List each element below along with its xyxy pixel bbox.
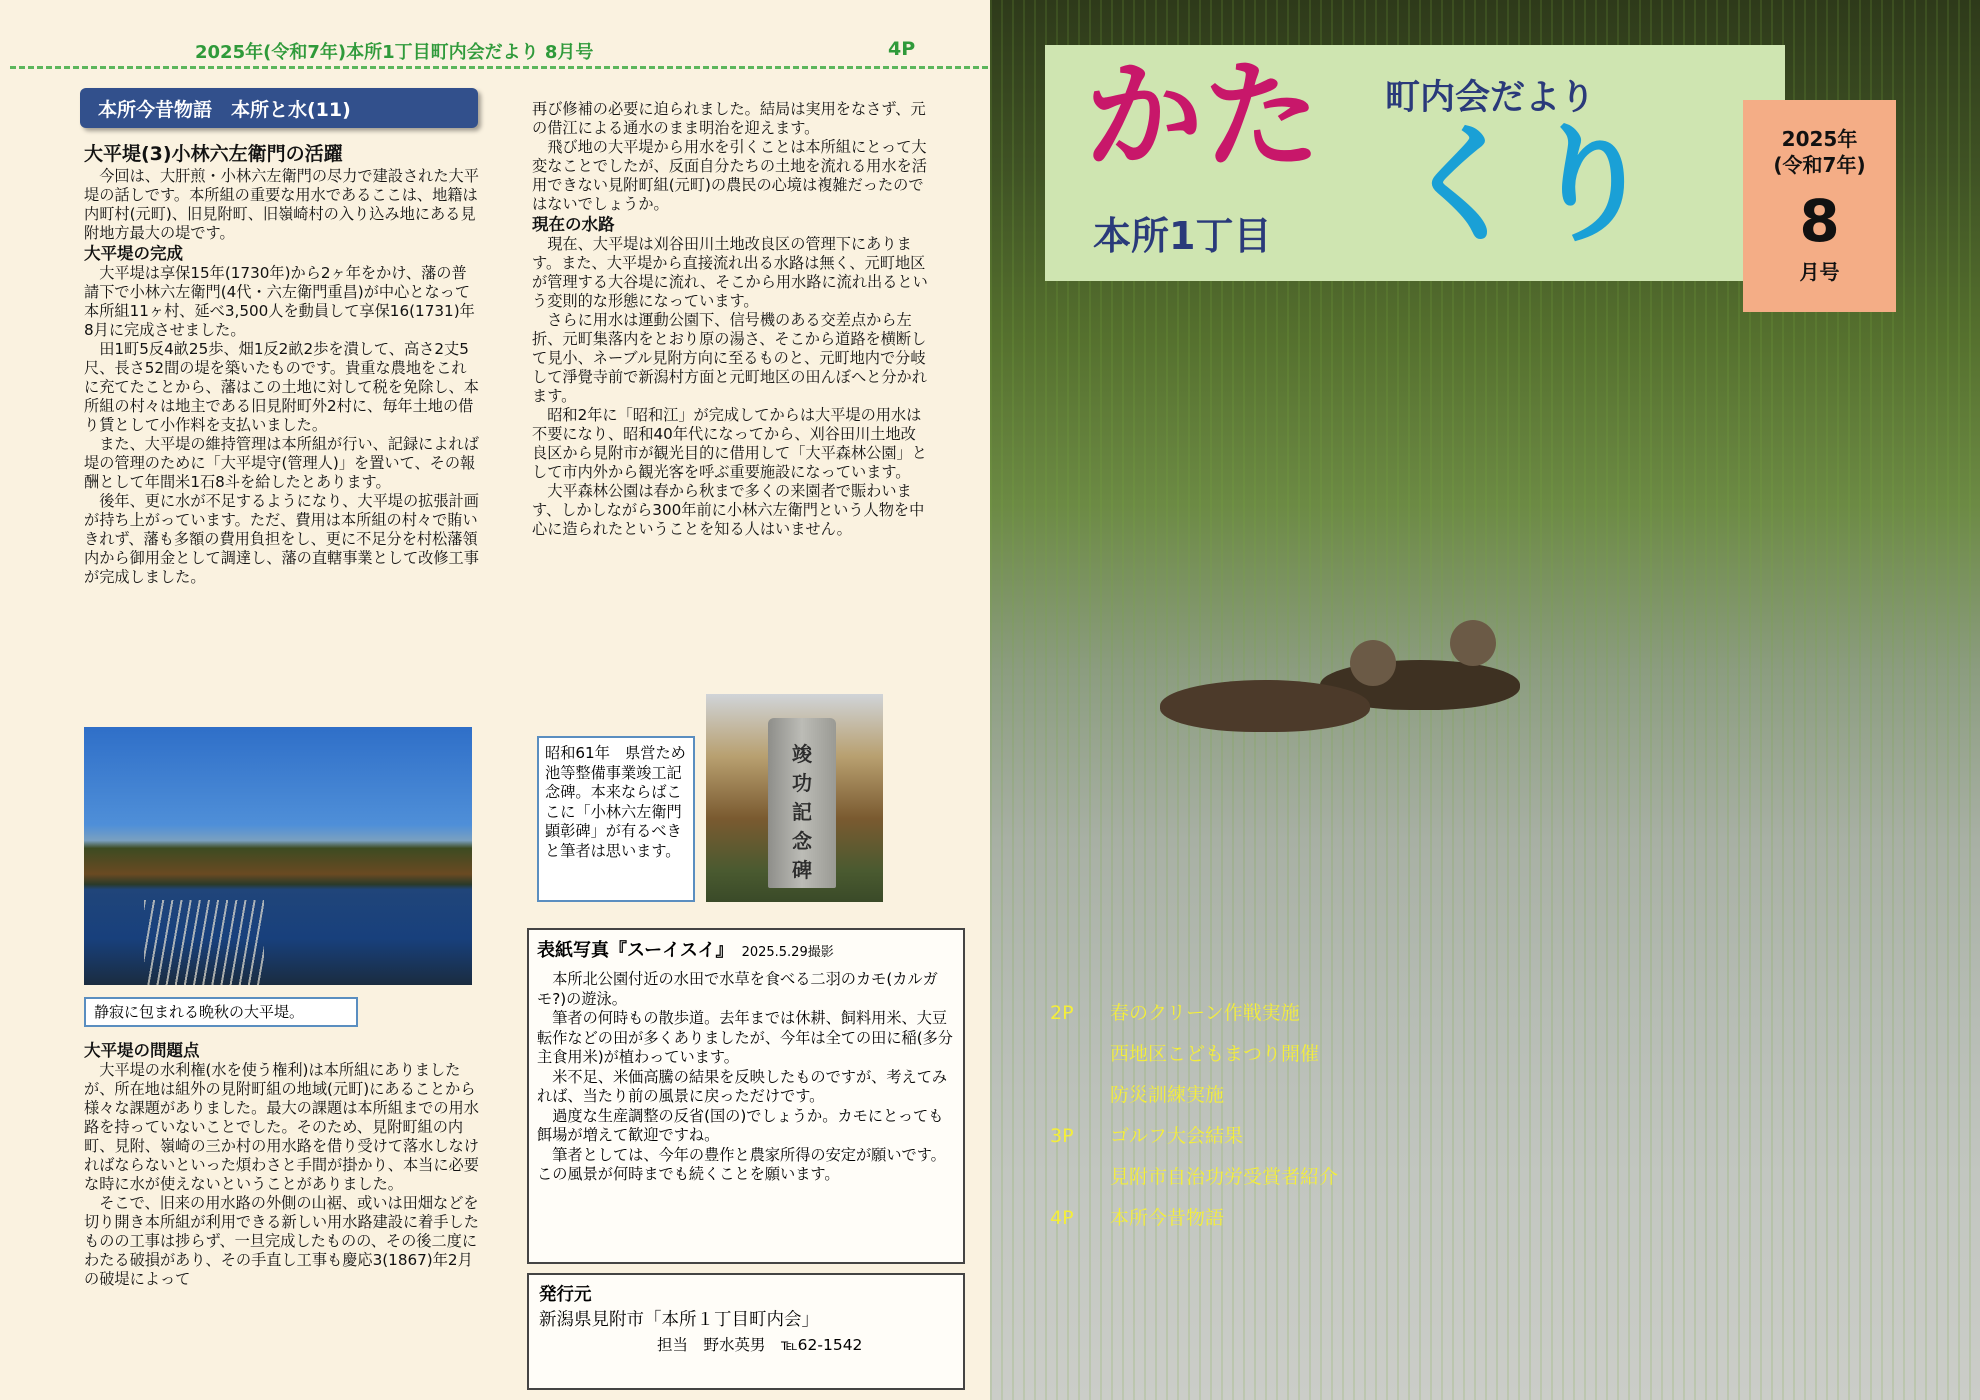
masthead-kata: かた bbox=[1085, 46, 1322, 185]
toc-item: 西地区こどもまつり開催 bbox=[1110, 1043, 1320, 1065]
monument-caption: 昭和61年 県営ため池等整備事業竣工記念碑。本来ならばここに「小林六左衛門顕彰碑」が有るべきと筆者は思います。 bbox=[537, 736, 695, 902]
column-2 bbox=[532, 100, 930, 539]
toc-item: 3P ゴルフ大会結果 bbox=[1050, 1125, 1244, 1147]
paragraph: また、大平堤の維持管理は本所組が行い、記録によれば堤の管理のために「大平堤守(管理人)」を置いて、その報酬として年間米1石8斗を給したとあります。 bbox=[84, 435, 479, 491]
paragraph: 大平堤の水利権(水を使う権利)は本所組にありましたが、所在地は組外の見附町組の地域(元町)にあることから様々な課題がありました。最大の課題は本所組までの用水路を持っていないことでした。そのため、見附町組の内町、見附、嶺崎の三か村の用水路を借り受けて落水しなければならないといった煩わさと手間が掛かり、本当に必要な時に水が使えないということがありました。 bbox=[84, 1061, 479, 1193]
paragraph: 再び修補の必要に迫られました。結局は実用をなさず、元の借江による通水のまま明治を迎えます。 bbox=[532, 100, 926, 137]
masthead-district: 本所1丁目 bbox=[1093, 214, 1272, 258]
article-heading: 大平堤(3)小林六左衛門の活躍 bbox=[84, 143, 343, 165]
paragraph: 昭和2年に「昭和江」が完成してからは大平堤の用水は不要になり、昭和40年代になってから、刈谷田川土地改良区から見附市が観光目的に借用して「大平森林公園」として市内外から観光客を呼ぶ重要施設になっています。 bbox=[532, 406, 927, 481]
paragraph: 大平森林公園は春から秋まで多くの来園者で賑わいます、しかしながら300年前に小林六左衛門という人物を中心に造られたということを知る人はいません。 bbox=[532, 482, 925, 538]
section-heading-problem: 大平堤の問題点 bbox=[84, 1041, 200, 1060]
page-number: 4P bbox=[888, 38, 916, 60]
column-1-lower bbox=[84, 1040, 480, 1289]
publisher-box bbox=[527, 1273, 965, 1390]
monument-inscription: 竣功記念碑 bbox=[792, 742, 812, 882]
paragraph: 飛び地の大平堤から用水を引くことは本所組にとって大変なことでしたが、反面自分たちの土地を流れる用水を活用できない見附町組(元町)の農民の心境は複雑だったのではないでしょうか。 bbox=[532, 138, 927, 213]
toc-item: 4P 本所今昔物語 bbox=[1050, 1207, 1225, 1229]
masthead bbox=[1045, 45, 1866, 284]
section-heading-now: 現在の水路 bbox=[532, 215, 615, 234]
lake-photo-caption: 静寂に包まれる晩秋の大平堤。 bbox=[84, 997, 358, 1027]
issue-date-box bbox=[1743, 100, 1896, 312]
monument-stone bbox=[768, 718, 836, 888]
toc-item: 防災訓練実施 bbox=[1110, 1084, 1225, 1106]
masthead-subtitle: 町内会だより bbox=[1385, 78, 1596, 118]
paragraph: 米不足、米価高騰の結果を反映したものですが、考えてみれば、当たり前の風景に戻っただけです。 bbox=[537, 1067, 948, 1105]
page-header-title: 2025年(令和7年)本所1丁目町内会だより 8月号 bbox=[195, 42, 594, 63]
ducks-illustration bbox=[1160, 640, 1520, 760]
paragraph: 現在、大平堤は刈谷田川土地改良区の管理下にあります。また、大平堤から直接流れ出る水路は無く、元町地区が管理する大谷堤に流れ、そこから用水路に流れ出るという変則的な形態になっています。 bbox=[532, 235, 928, 310]
paragraph: 田1町5反4畝25歩、畑1反2畝2歩を潰して、高さ2丈5尺、長さ52間の堤を築いたものです。貴重な農地をこれに充てたことから、藩はこの土地に対して税を免除し、本所組の村々は地主である旧見附町外2村に、毎年土地の借り賃として小作料を支払いました。 bbox=[84, 340, 479, 434]
toc-item: 見附市自治功労受賞者紹介 bbox=[1110, 1166, 1339, 1188]
article-banner: 本所今昔物語 本所と水(11) bbox=[80, 88, 478, 128]
paragraph: 過度な生産調整の反省(国の)でしょうか。カモにとっても餌場が増えて歓迎ですね。 bbox=[537, 1106, 944, 1144]
issue-month-suffix: 月号 bbox=[1799, 260, 1840, 284]
cover-photo-note bbox=[527, 928, 965, 1264]
publisher-org: 新潟県見附市「本所１丁目町内会」 bbox=[539, 1310, 819, 1330]
header-divider bbox=[10, 66, 988, 69]
cover-page bbox=[990, 0, 1980, 1400]
paragraph: 本所北公園付近の水田で水草を食べる二羽のカモ(カルガモ?)の遊泳。 bbox=[537, 970, 938, 1008]
publisher-title: 発行元 bbox=[539, 1285, 592, 1305]
issue-month: 8 bbox=[1799, 187, 1840, 255]
cover-note-text bbox=[537, 970, 957, 1185]
cover-note-date: 2025.5.29撮影 bbox=[741, 945, 834, 960]
publisher-contact: 担当 野水英男 ℡62-1542 bbox=[657, 1336, 863, 1354]
paragraph: さらに用水は運動公園下、信号機のある交差点から左折、元町集落内をとおり原の湯さ、そこから道路を横断して見小、ネーブル見附方向に至るものと、元町地内で分岐して淨覺寺前で新潟村方面と元町地区の田んぼへと分かれます。 bbox=[532, 311, 927, 405]
toc-item: 2P 春のクリーン作戦実施 bbox=[1050, 1002, 1300, 1024]
paragraph: 大平堤は享保15年(1730年)から2ヶ年をかけ、藩の普請下で小林六左衛門(4代・六左衛門重昌)が中心となって本所組11ヶ村、延べ3,500人を動員して享保16(1731)年8月に完成させました。 bbox=[84, 264, 475, 339]
paragraph: そこで、旧来の用水路の外側の山裾、或いは田畑などを切り開き本所組が利用できる新しい用水路建設に着手したものの工事は捗らず、一旦完成したものの、その後二度にわたる破損があり、その手直し工事も慶応3(1867)年2月の破堤によって bbox=[84, 1194, 479, 1288]
lake-photo bbox=[84, 727, 472, 985]
cover-note-title: 表紙写真『スーイスイ』 2025.5.29撮影 bbox=[537, 940, 834, 961]
issue-era: (令和7年) bbox=[1773, 153, 1866, 177]
paragraph: 筆者の何時もの散歩道。去年までは休耕、飼料用米、大豆転作などの田が多くありましたが、今年は全ての田に稲(多分主食用米)が植わっています。 bbox=[537, 1009, 953, 1066]
section-heading-complete: 大平堤の完成 bbox=[84, 244, 183, 263]
issue-year: 2025年 bbox=[1781, 127, 1858, 151]
masthead-kuri: くり bbox=[1399, 110, 1656, 260]
paragraph: 筆者としては、今年の豊作と農家所得の安定が願いです。この風景が何時までも続くことを願います。 bbox=[537, 1145, 946, 1183]
table-of-contents bbox=[1050, 993, 1338, 1239]
paragraph: 後年、更に水が不足するようになり、大平堤の拡張計画が持ち上がっています。ただ、費用は本所組の村々で賄いきれず、藩も多額の費用負担をし、更に不足分を村松藩領内から御用金として調達し、藩の直轄事業として改修工事が完成しました。 bbox=[84, 492, 479, 586]
intro-paragraph: 今回は、大肝煎・小林六左衛門の尽力で建設された大平堤の話しです。本所組の重要な用水であるここは、地籍は内町村(元町)、旧見附町、旧嶺崎村の入り込み地にある見附地方最大の堤です。 bbox=[84, 167, 479, 242]
monument-photo bbox=[706, 694, 883, 902]
column-1 bbox=[84, 142, 480, 587]
